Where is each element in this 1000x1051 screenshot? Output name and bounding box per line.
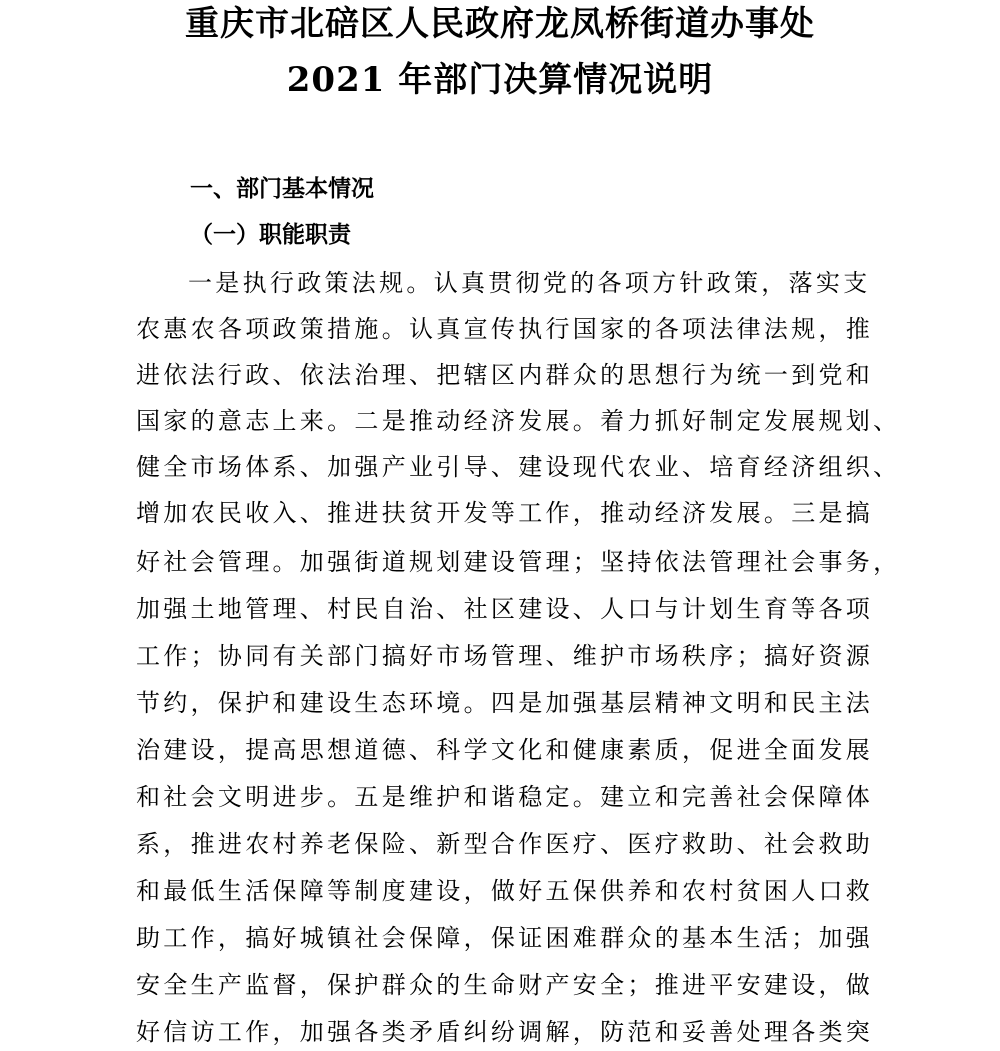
body-line: 节约，保护和建设生态环境。四是加强基层精神文明和民主法: [136, 689, 874, 717]
body-line: 农惠农各项政策措施。认真宣传执行国家的各项法律法规，推: [136, 315, 874, 343]
body-line: 增加农民收入、推进扶贫开发等工作，推动经济发展。三是搞: [136, 499, 874, 527]
body-line: 和最低生活保障等制度建设，做好五保供养和农村贫困人口救: [136, 877, 874, 905]
body-line: 加强土地管理、村民自治、社区建设、人口与计划生育等各项: [136, 595, 874, 623]
body-line: 国家的意志上来。二是推动经济发展。着力抓好制定发展规划、: [136, 407, 901, 435]
body-line: 一是执行政策法规。认真贯彻党的各项方针政策，落实支: [188, 269, 871, 297]
body-line: 和社会文明进步。五是维护和谐稳定。建立和完善社会保障体: [136, 783, 874, 811]
document-title-line-1: 重庆市北碚区人民政府龙凤桥街道办事处: [185, 4, 815, 44]
subsection-heading: （一）职能职责: [190, 221, 351, 248]
section-heading: 一、部门基本情况: [190, 176, 374, 202]
body-line: 治建设，提高思想道德、科学文化和健康素质，促进全面发展: [136, 736, 874, 764]
body-line: 好社会管理。加强街道规划建设管理；坚持依法管理社会事务，: [136, 548, 901, 576]
body-line: 系，推进农村养老保险、新型合作医疗、医疗救助、社会救助: [136, 830, 874, 858]
body-line: 助工作，搞好城镇社会保障，保证困难群众的基本生活；加强: [136, 924, 874, 952]
body-line: 进依法行政、依法治理、把辖区内群众的思想行为统一到党和: [136, 361, 874, 389]
body-line: 好信访工作，加强各类矛盾纠纷调解，防范和妥善处理各类突: [136, 1018, 874, 1046]
document-title-line-2: 2021 年部门决算情况说明: [286, 60, 714, 100]
body-line: 健全市场体系、加强产业引导、建设现代农业、培育经济组织、: [136, 453, 901, 481]
body-line: 工作；协同有关部门搞好市场管理、维护市场秩序；搞好资源: [136, 642, 874, 670]
body-line: 安全生产监督，保护群众的生命财产安全；推进平安建设，做: [136, 971, 874, 999]
